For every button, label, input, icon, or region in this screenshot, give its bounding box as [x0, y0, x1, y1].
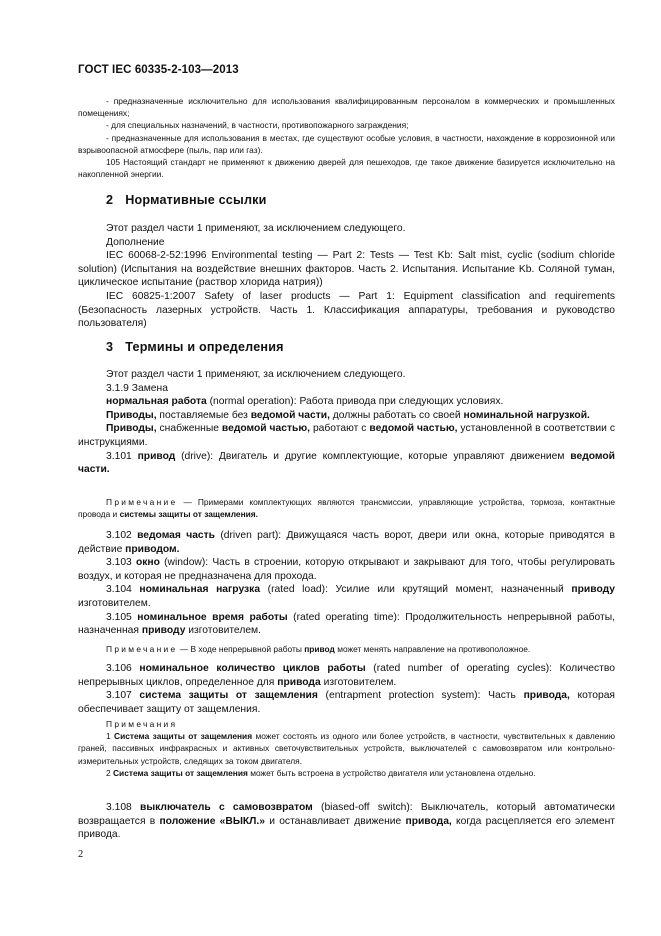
- term-normal-operation: нормальная работа: [106, 396, 207, 408]
- section-2-body: [78, 222, 615, 331]
- definition-3-101: 3.101 привод (drive): Двигатель и другие комплектующие, которые управляют движением ведомой части.: [78, 450, 615, 476]
- definitions-3-102-to-3-105: [78, 529, 615, 638]
- section-3-title: Термины и определения: [125, 340, 284, 354]
- section-2-heading: [106, 193, 267, 207]
- definition-3-102: 3.102 ведомая часть (driven part): Движущаяся часть ворот, двери или окна, которые приводятся в действие приводом.: [78, 530, 615, 555]
- notes-label: Примечания: [106, 719, 178, 729]
- definition-3-108-block: [78, 801, 615, 842]
- definition-3-103: 3.103 окно (window): Часть в строении, которую открывают и закрывают для того, чтобы регулировать воздух, и которая не предназначена для прохода.: [78, 557, 615, 582]
- note-label: Примечание: [106, 497, 178, 507]
- definition-drives-with-driven-part: Приводы, снабженные ведомой частью, работают с ведомой частью, установленной в соответствии с инструкциями.: [78, 423, 615, 448]
- definitions-3-106-3-107: [78, 662, 615, 716]
- definition-normal-operation: нормальная работа (normal operation): Работа привода при следующих условиях.: [106, 396, 504, 408]
- note-3-107-2: 2 Система защиты от защемления может быть встроена в устройство двигателя или установлена отдельно.: [106, 767, 536, 778]
- section-3-body: [78, 368, 615, 477]
- note-3-105: Примечание — В ходе непрерывной работы привод может менять направление на противоположное.: [106, 644, 531, 654]
- definition-3-106: 3.106 номинальное количество циклов работы (rated number of operating cycles): Количество непрерывных циклов, определенное для привода изготовителем.: [78, 663, 615, 688]
- section-3-p1: Этот раздел части 1 применяют, за исключением следующего.: [106, 369, 406, 380]
- definition-3-108: 3.108 выключатель с самовозвратом (biased-off switch): Выключатель, который автоматически возвращается в положение «ВЫКЛ.» и останавливает движение привода, когда расцепляется его элемент привода.: [78, 802, 615, 841]
- definition-3-104: 3.104 номинальная нагрузка (rated load): Усилие или крутящий момент, назначенный приводу изготовителем.: [78, 584, 615, 609]
- intro-item-3: - предназначенные для использования в местах, где существуют особые условия, в частности, нахождение в коррозионной или взрывоопасной атмосфере (пыль, пар или газ).: [78, 132, 615, 155]
- section-3-heading: [106, 340, 284, 354]
- definition-3-107: 3.107 система защиты от защемления (entrapment protection system): Часть привода, которая обеспечивает защиту от защемления.: [78, 690, 615, 715]
- section-2-p2: Дополнение: [106, 236, 165, 248]
- clause-105: 105 Настоящий стандарт не применяют к движению дверей для пешеходов, где такое движение базируется исключительно на накопленной энергии.: [78, 157, 615, 180]
- section-2-ref-iec60068: IEC 60068-2-52:1996 Environmental testing — Part 2: Tests — Test Kb: Salt mist, cyclic (sodium chloride solution) (Испытания на воздействие внешних факторов. Часть 2. Испытания. Испытание Kb. Соляной туман, циклическое испытание (раствор хлорида натрия)): [78, 250, 615, 289]
- note-label: Примечание: [106, 644, 178, 654]
- definition-3-105: 3.105 номинальное время работы (rated operating time): Продолжительность непрерывной работы, назначенная приводу изготовителем.: [78, 611, 616, 637]
- page-number: 2: [78, 849, 84, 860]
- document-header: ГОСТ IEC 60335-2-103—2013: [78, 64, 239, 76]
- section-3-number: 3: [106, 340, 114, 354]
- section-2-ref-iec60825: IEC 60825-1:2007 Safety of laser products — Part 1: Equipment classification and requirements (Безопасность лазерных устройств. Часть 1. Классификация аппаратуры, требования и руководство пользователя): [78, 290, 615, 330]
- section-2-p1: Этот раздел части 1 применяют, за исключением следующего.: [106, 223, 406, 234]
- intro-block: [78, 95, 615, 180]
- section-2-title: Нормативные ссылки: [125, 193, 267, 207]
- intro-item-2: - для специальных назначений, в частности, противопожарного заграждения;: [106, 120, 409, 131]
- section-3-p2: 3.1.9 Замена: [106, 382, 168, 394]
- notes-3-107: [78, 718, 615, 779]
- definition-drives-no-driven-part: Приводы, поставляемые без ведомой части, должны работать со своей номинальной нагрузкой.: [106, 409, 590, 421]
- intro-item-1: - предназначенные исключительно для использования квалифицированным персоналом в коммерческих и промышленных помещениях;: [78, 96, 615, 119]
- note-3-101: Примечание — Примерами комплектующих являются трансмиссии, управляющие устройства, тормоза, контактные провода и системы защиты от защемления.: [78, 497, 615, 520]
- note-3-107-1: 1 Система защиты от защемления может состоять из одного или более устройств, в частности, чувствительных к давлению граней, пассивных инфракрасных и активных светочувствительных устройств, выключателей с самовозвратом или контрольно-измерительных устройств, следящих за током двигателя.: [78, 731, 615, 766]
- section-2-number: 2: [106, 193, 114, 207]
